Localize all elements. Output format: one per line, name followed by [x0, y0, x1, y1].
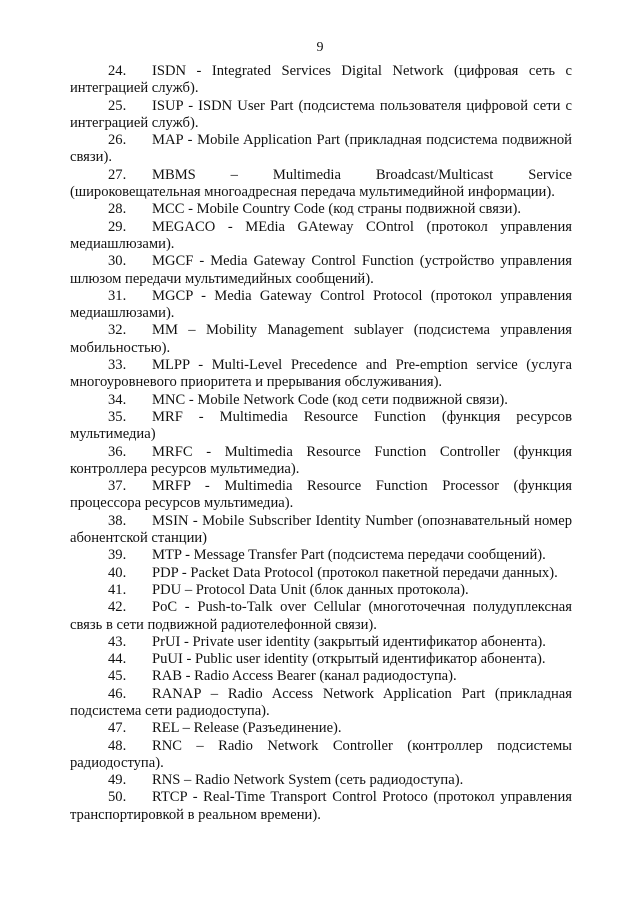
list-item: [70, 686, 572, 721]
list-item: [70, 565, 572, 582]
entry-text: RAB - Radio Access Bearer (канал радиодоступа).: [152, 668, 457, 685]
entry-number: 32.: [108, 322, 127, 339]
entry-text: MGCF - Media Gateway Control Function (устройство управления шлюзом передачи мультимедийных сообщений).: [70, 253, 572, 287]
list-item: [70, 392, 572, 409]
entry-text: PDP - Packet Data Protocol (протокол пакетной передачи данных).: [152, 564, 558, 581]
entry-text: RNC – Radio Network Controller (контроллер подсистемы радиодоступа).: [70, 737, 572, 771]
list-item: [70, 167, 572, 202]
list-item: [70, 98, 572, 133]
entry-number: 33.: [108, 357, 127, 374]
list-item: [70, 253, 572, 288]
list-item: [70, 219, 572, 254]
entry-text: MRF - Multimedia Resource Function (функция ресурсов мультимедиа): [70, 408, 572, 443]
entry-text: PoC - Push-to-Talk over Cellular (многоточечная полудуплексная связь в сети подвижной радиотелефонной связи).: [70, 599, 572, 633]
entry-number: 41.: [108, 581, 127, 598]
entry-text: MRFC - Multimedia Resource Function Controller (функция контроллера ресурсов мультимедиа).: [70, 443, 572, 477]
entry-number: 29.: [108, 218, 127, 235]
list-item: [70, 357, 572, 392]
list-item: [70, 599, 572, 634]
entry-text: MRFP - Multimedia Resource Function Processor (функция процессора ресурсов мультимедиа).: [70, 478, 572, 512]
entry-number: 37.: [108, 478, 127, 495]
entry-text: MM – Mobility Management sublayer (подсистема управления мобильностью).: [70, 322, 572, 356]
entry-number: 50.: [108, 789, 127, 806]
entry-number: 27.: [108, 166, 127, 183]
list-item: [70, 789, 572, 824]
entry-number: 24.: [108, 63, 127, 79]
list-item: [70, 547, 572, 564]
entry-number: 47.: [108, 720, 127, 737]
entry-text: MGCP - Media Gateway Control Protocol (протокол управления медиашлюзами).: [70, 287, 572, 322]
entry-number: 40.: [108, 564, 127, 581]
entry-text: MSIN - Mobile Subscriber Identity Number (опознавательный номер абонентской станции): [70, 512, 572, 547]
list-item: [70, 409, 572, 444]
entry-text: MCC - Mobile Country Code (код страны подвижной связи).: [152, 201, 522, 218]
list-item: [70, 738, 572, 773]
entry-text: MNC - Mobile Network Code (код сети подвижной связи).: [152, 391, 508, 408]
entry-number: 34.: [108, 391, 127, 408]
entry-number: 28.: [108, 201, 127, 218]
entry-number: 49.: [108, 772, 127, 789]
entry-number: 48.: [108, 737, 127, 754]
entry-number: 35.: [108, 408, 127, 425]
list-item: [70, 582, 572, 599]
entry-number: 36.: [108, 443, 127, 460]
entry-text: MBMS – Multimedia Broadcast/Multicast Service (широковещательная многоадресная передача мультимедийной информации).: [70, 166, 572, 201]
entry-text: RANAP – Radio Access Network Application Part (прикладная подсистема сети радиодоступа).: [70, 685, 572, 719]
entry-number: 43.: [108, 633, 127, 650]
entry-text: MAP - Mobile Application Part (прикладная подсистема подвижной связи).: [70, 132, 572, 166]
list-item: [70, 668, 572, 685]
list-item: [70, 651, 572, 668]
list-item: [70, 201, 572, 218]
entry-text: PrUI - Private user identity (закрытый идентификатор абонента).: [152, 633, 546, 650]
entry-number: 38.: [108, 512, 127, 529]
list-item: [70, 772, 572, 789]
page-number: 9: [316, 40, 324, 55]
entry-number: 44.: [108, 651, 127, 668]
entry-text: ISUP - ISDN User Part (подсистема пользователя цифровой сети с интеграцией служб).: [70, 97, 572, 131]
entry-text: RTCP - Real-Time Transport Control Protoco (протокол управления транспортировкой в реальном времени).: [70, 789, 572, 823]
list-item: [70, 132, 572, 167]
entry-number: 45.: [108, 668, 127, 685]
entry-text: MLPP - Multi-Level Precedence and Pre-emption service (услуга многоуровневого приоритета и прерывания обслуживания).: [70, 357, 572, 391]
entry-number: 46.: [108, 685, 127, 702]
entry-text: RNS – Radio Network System (сеть радиодоступа).: [152, 772, 464, 789]
entry-text: PuUI - Public user identity (открытый идентификатор абонента).: [152, 651, 546, 668]
entry-text: PDU – Protocol Data Unit (блок данных протокола).: [152, 581, 469, 598]
list-item: [70, 720, 572, 737]
entry-number: 25.: [108, 97, 127, 114]
abbreviation-list: [70, 63, 572, 824]
entry-text: REL – Release (Разъединение).: [152, 720, 342, 737]
list-item: [70, 478, 572, 513]
entry-number: 31.: [108, 287, 127, 304]
entry-text: MTP - Message Transfer Part (подсистема передачи сообщений).: [152, 547, 546, 564]
entry-number: 42.: [108, 599, 127, 616]
list-item: [70, 288, 572, 323]
entry-number: 39.: [108, 547, 127, 564]
list-item: [70, 444, 572, 479]
list-item: [70, 63, 572, 98]
entry-text: MEGACO - MEdia GAteway COntrol (протокол управления медиашлюзами).: [70, 218, 572, 252]
entry-number: 30.: [108, 253, 127, 270]
entry-number: 26.: [108, 132, 127, 149]
list-item: [70, 322, 572, 357]
entry-text: ISDN - Integrated Services Digital Network (цифровая сеть с интеграцией служб).: [70, 63, 572, 97]
list-item: [70, 513, 572, 548]
list-item: [70, 634, 572, 651]
